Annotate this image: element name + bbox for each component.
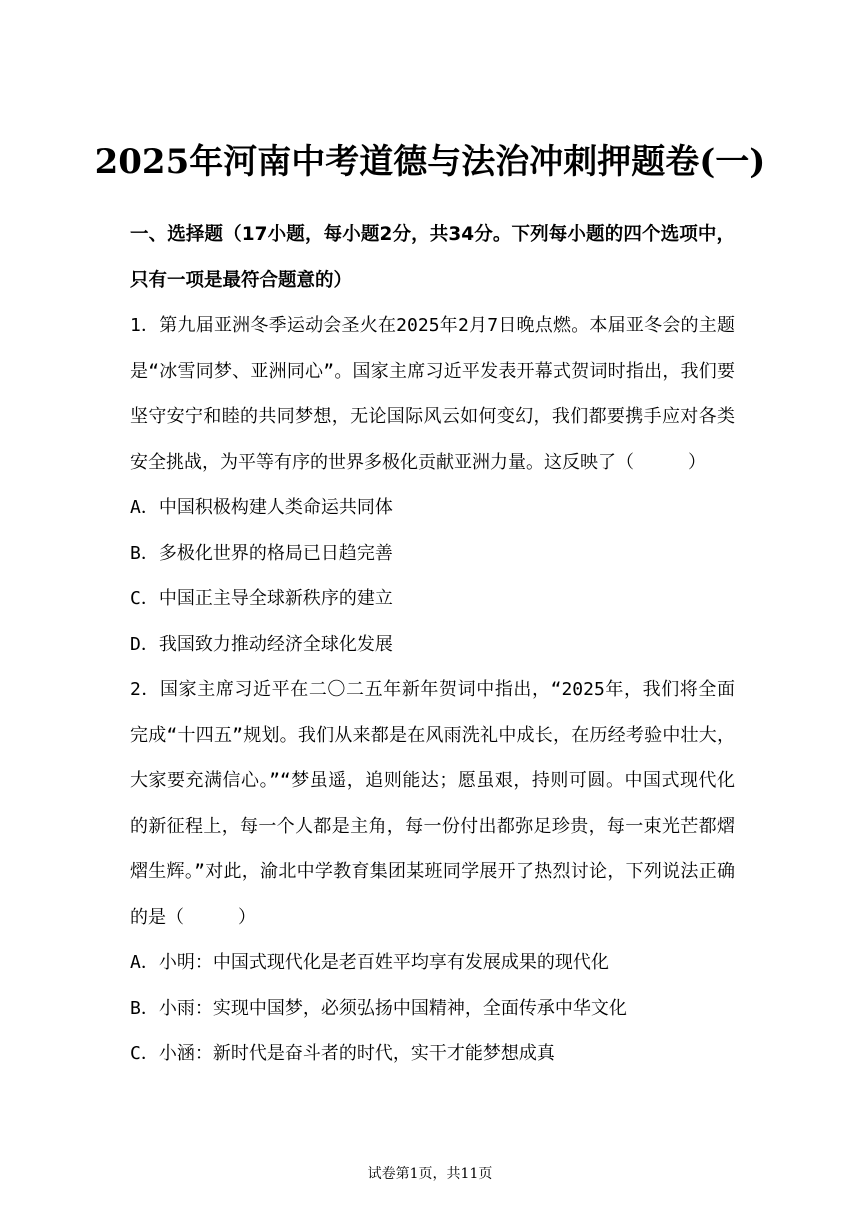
section-heading: 一、选择题（17小题，每小题2分，共34分。下列每小题的四个选项中，只有一项是最符合题意的） bbox=[130, 224, 735, 291]
question-2-option-a: A．小明：中国式现代化是老百姓平均享有发展成果的现代化 bbox=[130, 952, 609, 973]
question-1-option-d: D．我国致力推动经济全球化发展 bbox=[130, 633, 393, 655]
question-1 bbox=[130, 303, 735, 667]
question-1-option-a: A．中国积极构建人类命运共同体 bbox=[130, 497, 393, 518]
question-1-option-c: C．中国正主导全球新秩序的建立 bbox=[130, 588, 393, 609]
question-1-option-b: B．多极化世界的格局已日趋完善 bbox=[130, 542, 393, 564]
page-footer: 试卷第1页，共11页 bbox=[367, 1166, 493, 1182]
question-1-stem: 1．第九届亚洲冬季运动会圣火在2025年2月7日晚点燃。本届亚冬会的主题是“冰雪同梦、亚洲同心”。国家主席习近平发表开幕式贺词时指出，我们要坚守安宁和睦的共同梦想，无论国际风云如何变幻，我们都要携手应对各类安全挑战，为平等有序的世界多极化贡献亚洲力量。这反映了（ ） bbox=[130, 315, 735, 473]
exam-content bbox=[130, 212, 735, 1077]
question-2-option-c: C．小涵：新时代是奋斗者的时代，实干才能梦想成真 bbox=[130, 1043, 555, 1064]
question-2-option-b: B．小雨：实现中国梦，必须弘扬中国精神，全面传承中华文化 bbox=[130, 997, 627, 1019]
question-2 bbox=[130, 667, 735, 1077]
exam-title: 2025年河南中考道德与法治冲刺押题卷(一) bbox=[94, 142, 766, 182]
question-2-stem: 2．国家主席习近平在二〇二五年新年贺词中指出，“2025年，我们将全面完成“十四五”规划。我们从来都是在风雨洗礼中成长，在历经考验中壮大，大家要充满信心。”“梦虽遥，追则能达；愿虽艰，持则可圆。中国式现代化的新征程上，每一个人都是主角，每一份付出都弥足珍贵，每一束光芒都熠熠生辉。”对此，渝北中学教育集团某班同学展开了热烈讨论，下列说法正确的是（ ） bbox=[130, 679, 735, 928]
